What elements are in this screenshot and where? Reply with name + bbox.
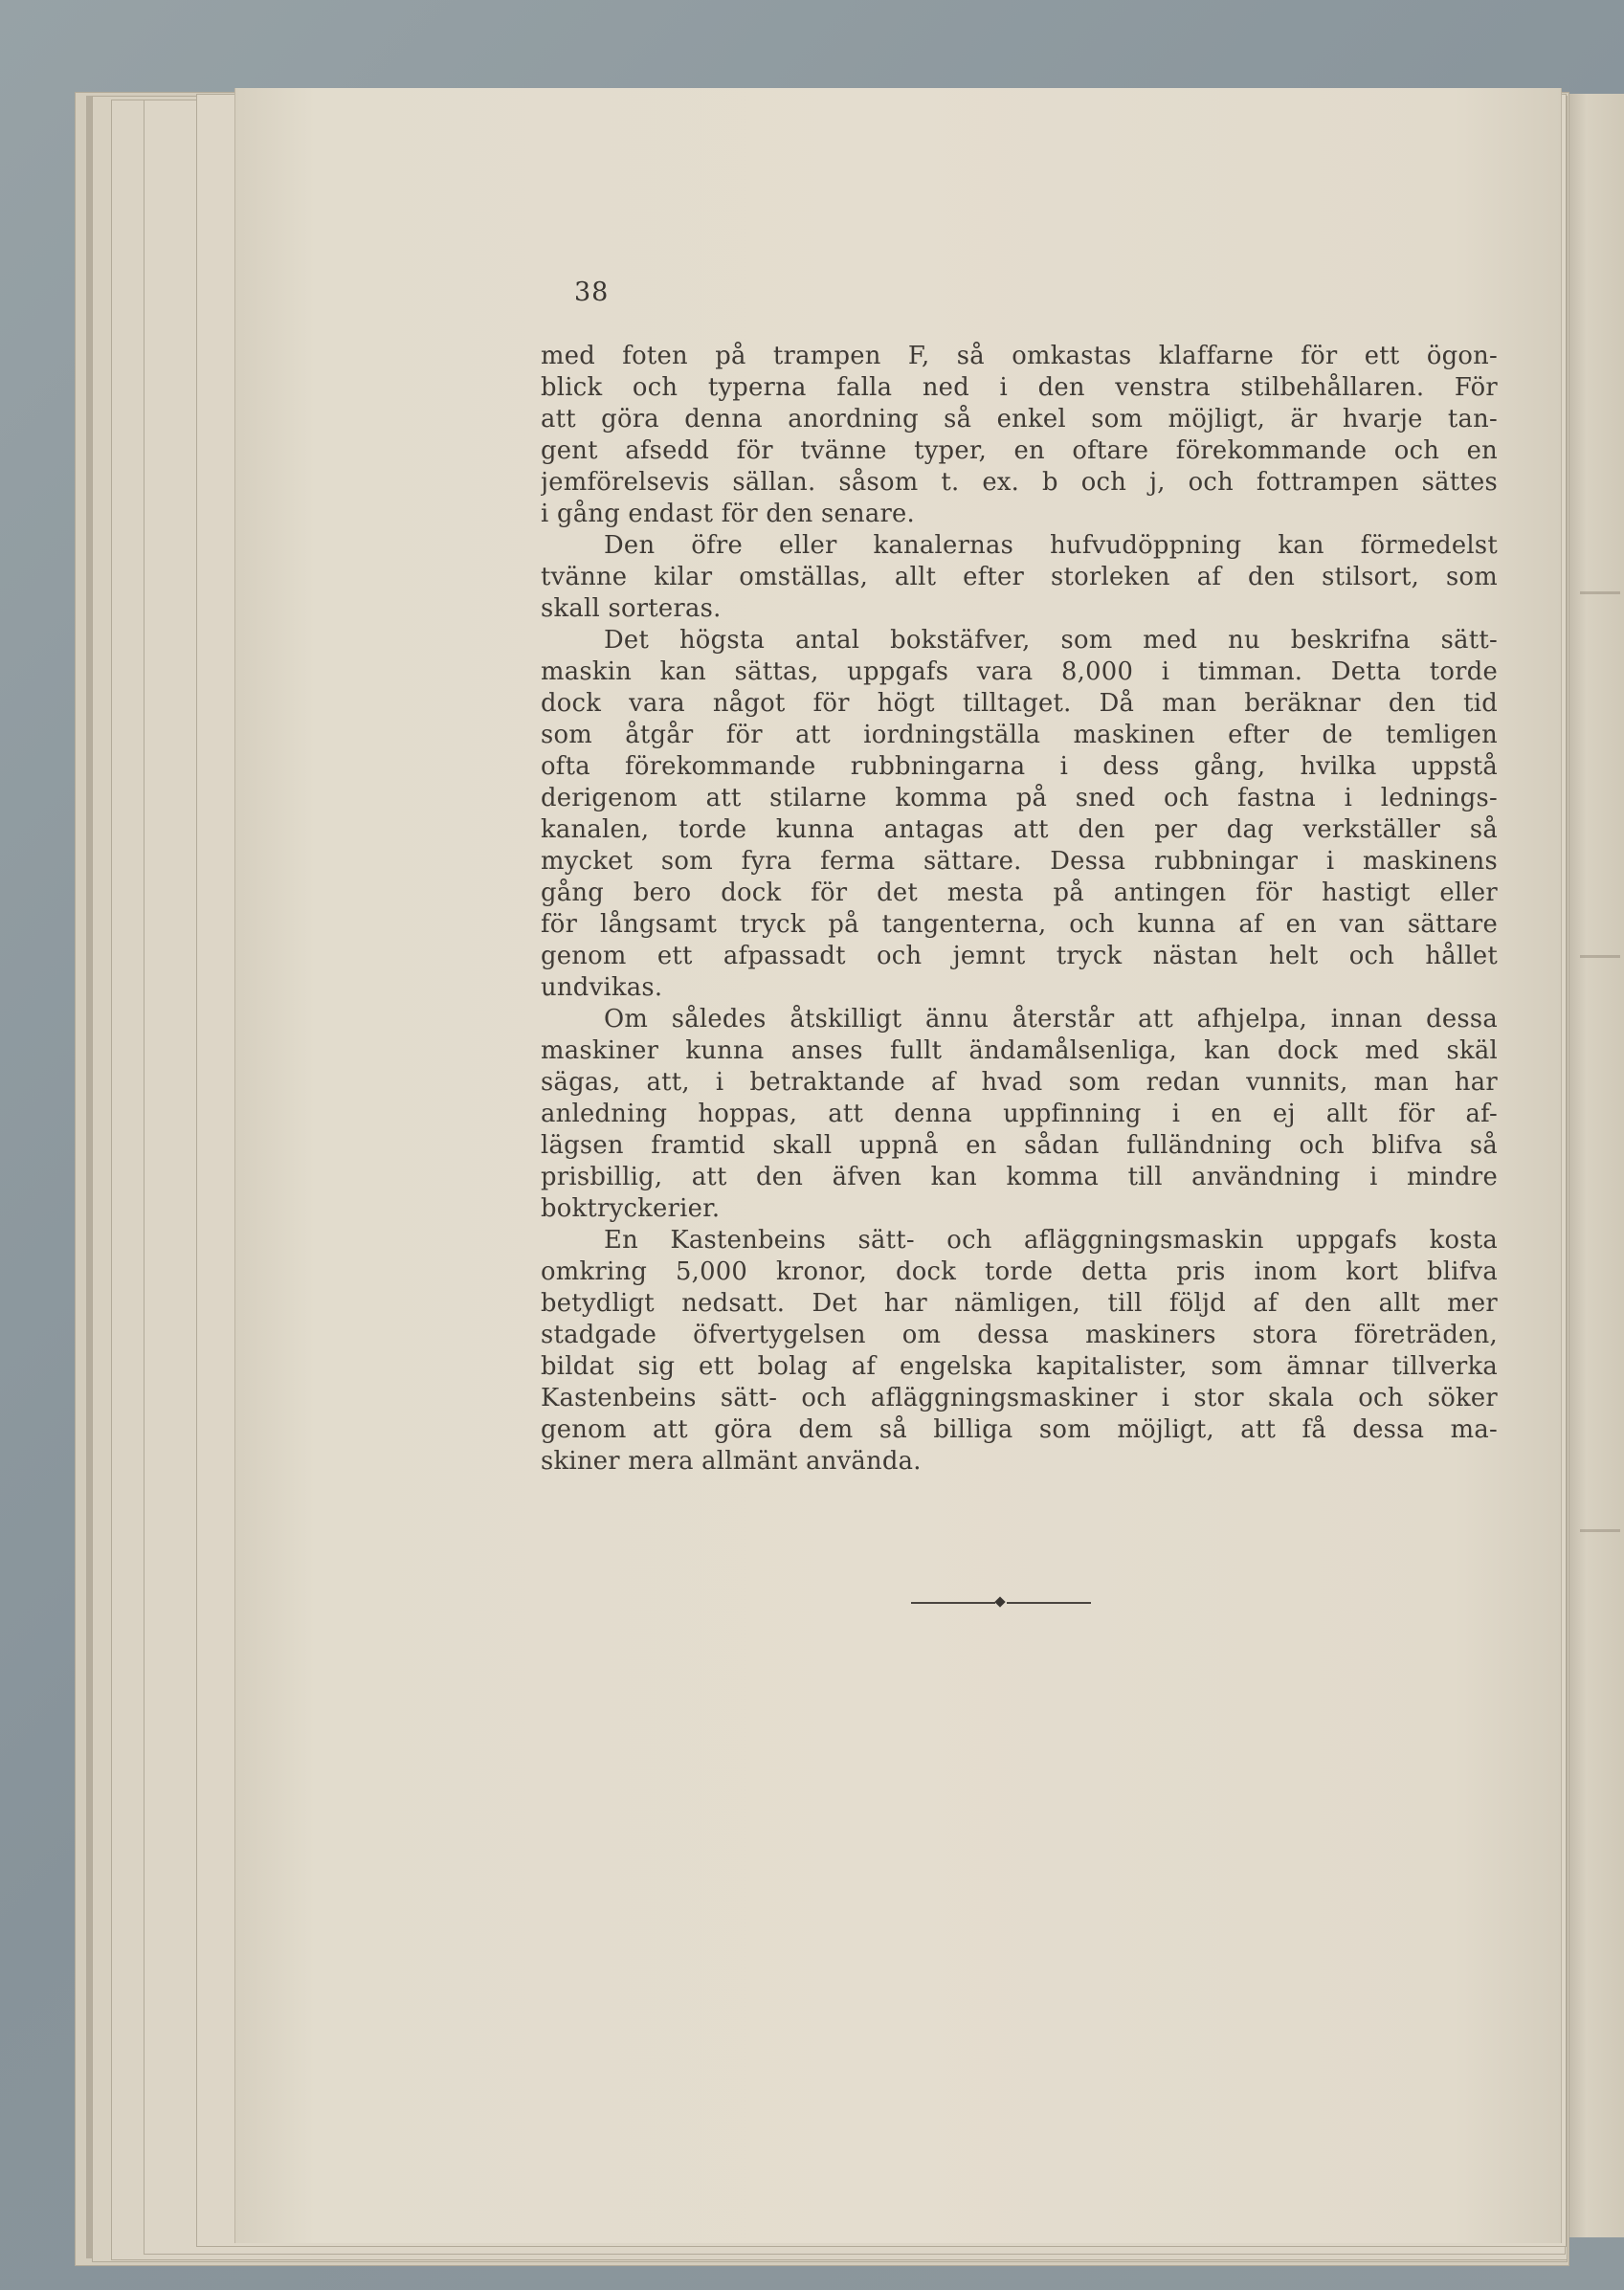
text-line: gent afsedd för tvänne typer, en oftare förekommande och en bbox=[541, 436, 1498, 465]
text-line: Den öfre eller kanalernas hufvudöppning kan förmedelst bbox=[604, 531, 1498, 560]
text-line: anledning hoppas, att denna uppfinning i en ej allt för af- bbox=[541, 1100, 1498, 1128]
text-line: dock vara något för högt tilltaget. Då man beräknar den tid bbox=[541, 689, 1498, 718]
text-line: bildat sig ett bolag af engelska kapitalister, som ämnar tillverka bbox=[541, 1352, 1498, 1381]
text-line: som åtgår för att iordningställa maskinen efter de temligen bbox=[541, 721, 1498, 749]
text-line: omkring 5,000 kronor, dock torde detta pris inom kort blifva bbox=[541, 1257, 1498, 1286]
text-line: skall sorteras. bbox=[541, 594, 722, 623]
body-text bbox=[541, 341, 1498, 1478]
text-line: genom ett afpassadt och jemnt tryck nästan helt och hållet bbox=[541, 942, 1498, 970]
text-line: med foten på trampen F, så omkastas klaffarne för ett ögon- bbox=[541, 342, 1498, 370]
text-line: skiner mera allmänt använda. bbox=[541, 1447, 922, 1476]
text-line: maskin kan sättas, uppgafs vara 8,000 i timman. Detta torde bbox=[541, 657, 1498, 686]
text-line: prisbillig, att den äfven kan komma till användning i mindre bbox=[541, 1163, 1498, 1191]
text-line: sägas, att, i betraktande af hvad som redan vunnits, man har bbox=[541, 1068, 1498, 1097]
text-line: derigenom att stilarne komma på sned och fastna i lednings- bbox=[541, 784, 1498, 812]
text-line: undvikas. bbox=[541, 973, 663, 1002]
text-line: maskiner kunna anses fullt ändamålsenliga, kan dock med skäl bbox=[541, 1036, 1498, 1065]
text-line: lägsen framtid skall uppnå en sådan fulländning och blifva så bbox=[541, 1131, 1498, 1160]
text-line: boktryckerier. bbox=[541, 1194, 721, 1223]
text-line: stadgade öfvertygelsen om dessa maskiners stora företräden, bbox=[541, 1321, 1498, 1349]
text-line: En Kastenbeins sätt- och afläggningsmaskin uppgafs kosta bbox=[604, 1226, 1498, 1255]
binding-shadow bbox=[86, 96, 92, 2258]
text-line: gång bero dock för det mesta på antingen för hastigt eller bbox=[541, 878, 1498, 907]
text-line: för långsamt tryck på tangenterna, och kunna af en van sättare bbox=[541, 910, 1498, 939]
text-line: Det högsta antal bokstäfver, som med nu beskrifna sätt- bbox=[604, 626, 1498, 655]
section-divider bbox=[911, 1598, 1091, 1608]
text-line: genom att göra dem så billiga som möjligt, att få dessa ma- bbox=[541, 1415, 1498, 1444]
text-line: i gång endast för den senare. bbox=[541, 500, 916, 528]
text-line: Kastenbeins sätt- och afläggningsmaskiner i stor skala och söker bbox=[541, 1384, 1498, 1412]
text-line: tvänne kilar omställas, allt efter storleken af den stilsort, som bbox=[541, 563, 1498, 591]
text-line: kanalen, torde kunna antagas att den per dag verkställer så bbox=[541, 815, 1498, 844]
text-line: jemförelsevis sällan. såsom t. ex. b och j, och fottrampen sättes bbox=[541, 468, 1498, 497]
page-number: 38 bbox=[574, 278, 610, 307]
text-line: mycket som fyra ferma sättare. Dessa rubbningar i maskinens bbox=[541, 847, 1498, 876]
text-line: blick och typerna falla ned i den venstra stilbehållaren. För bbox=[541, 373, 1498, 402]
text-line: ofta förekommande rubbningarna i dess gång, hvilka uppstå bbox=[541, 752, 1498, 781]
text-line: Om således åtskilligt ännu återstår att afhjelpa, innan dessa bbox=[604, 1005, 1498, 1034]
text-line: betydligt nedsatt. Det har nämligen, till följd af den allt mer bbox=[541, 1289, 1498, 1318]
text-line: att göra denna anordning så enkel som möjligt, är hvarje tan- bbox=[541, 405, 1498, 434]
